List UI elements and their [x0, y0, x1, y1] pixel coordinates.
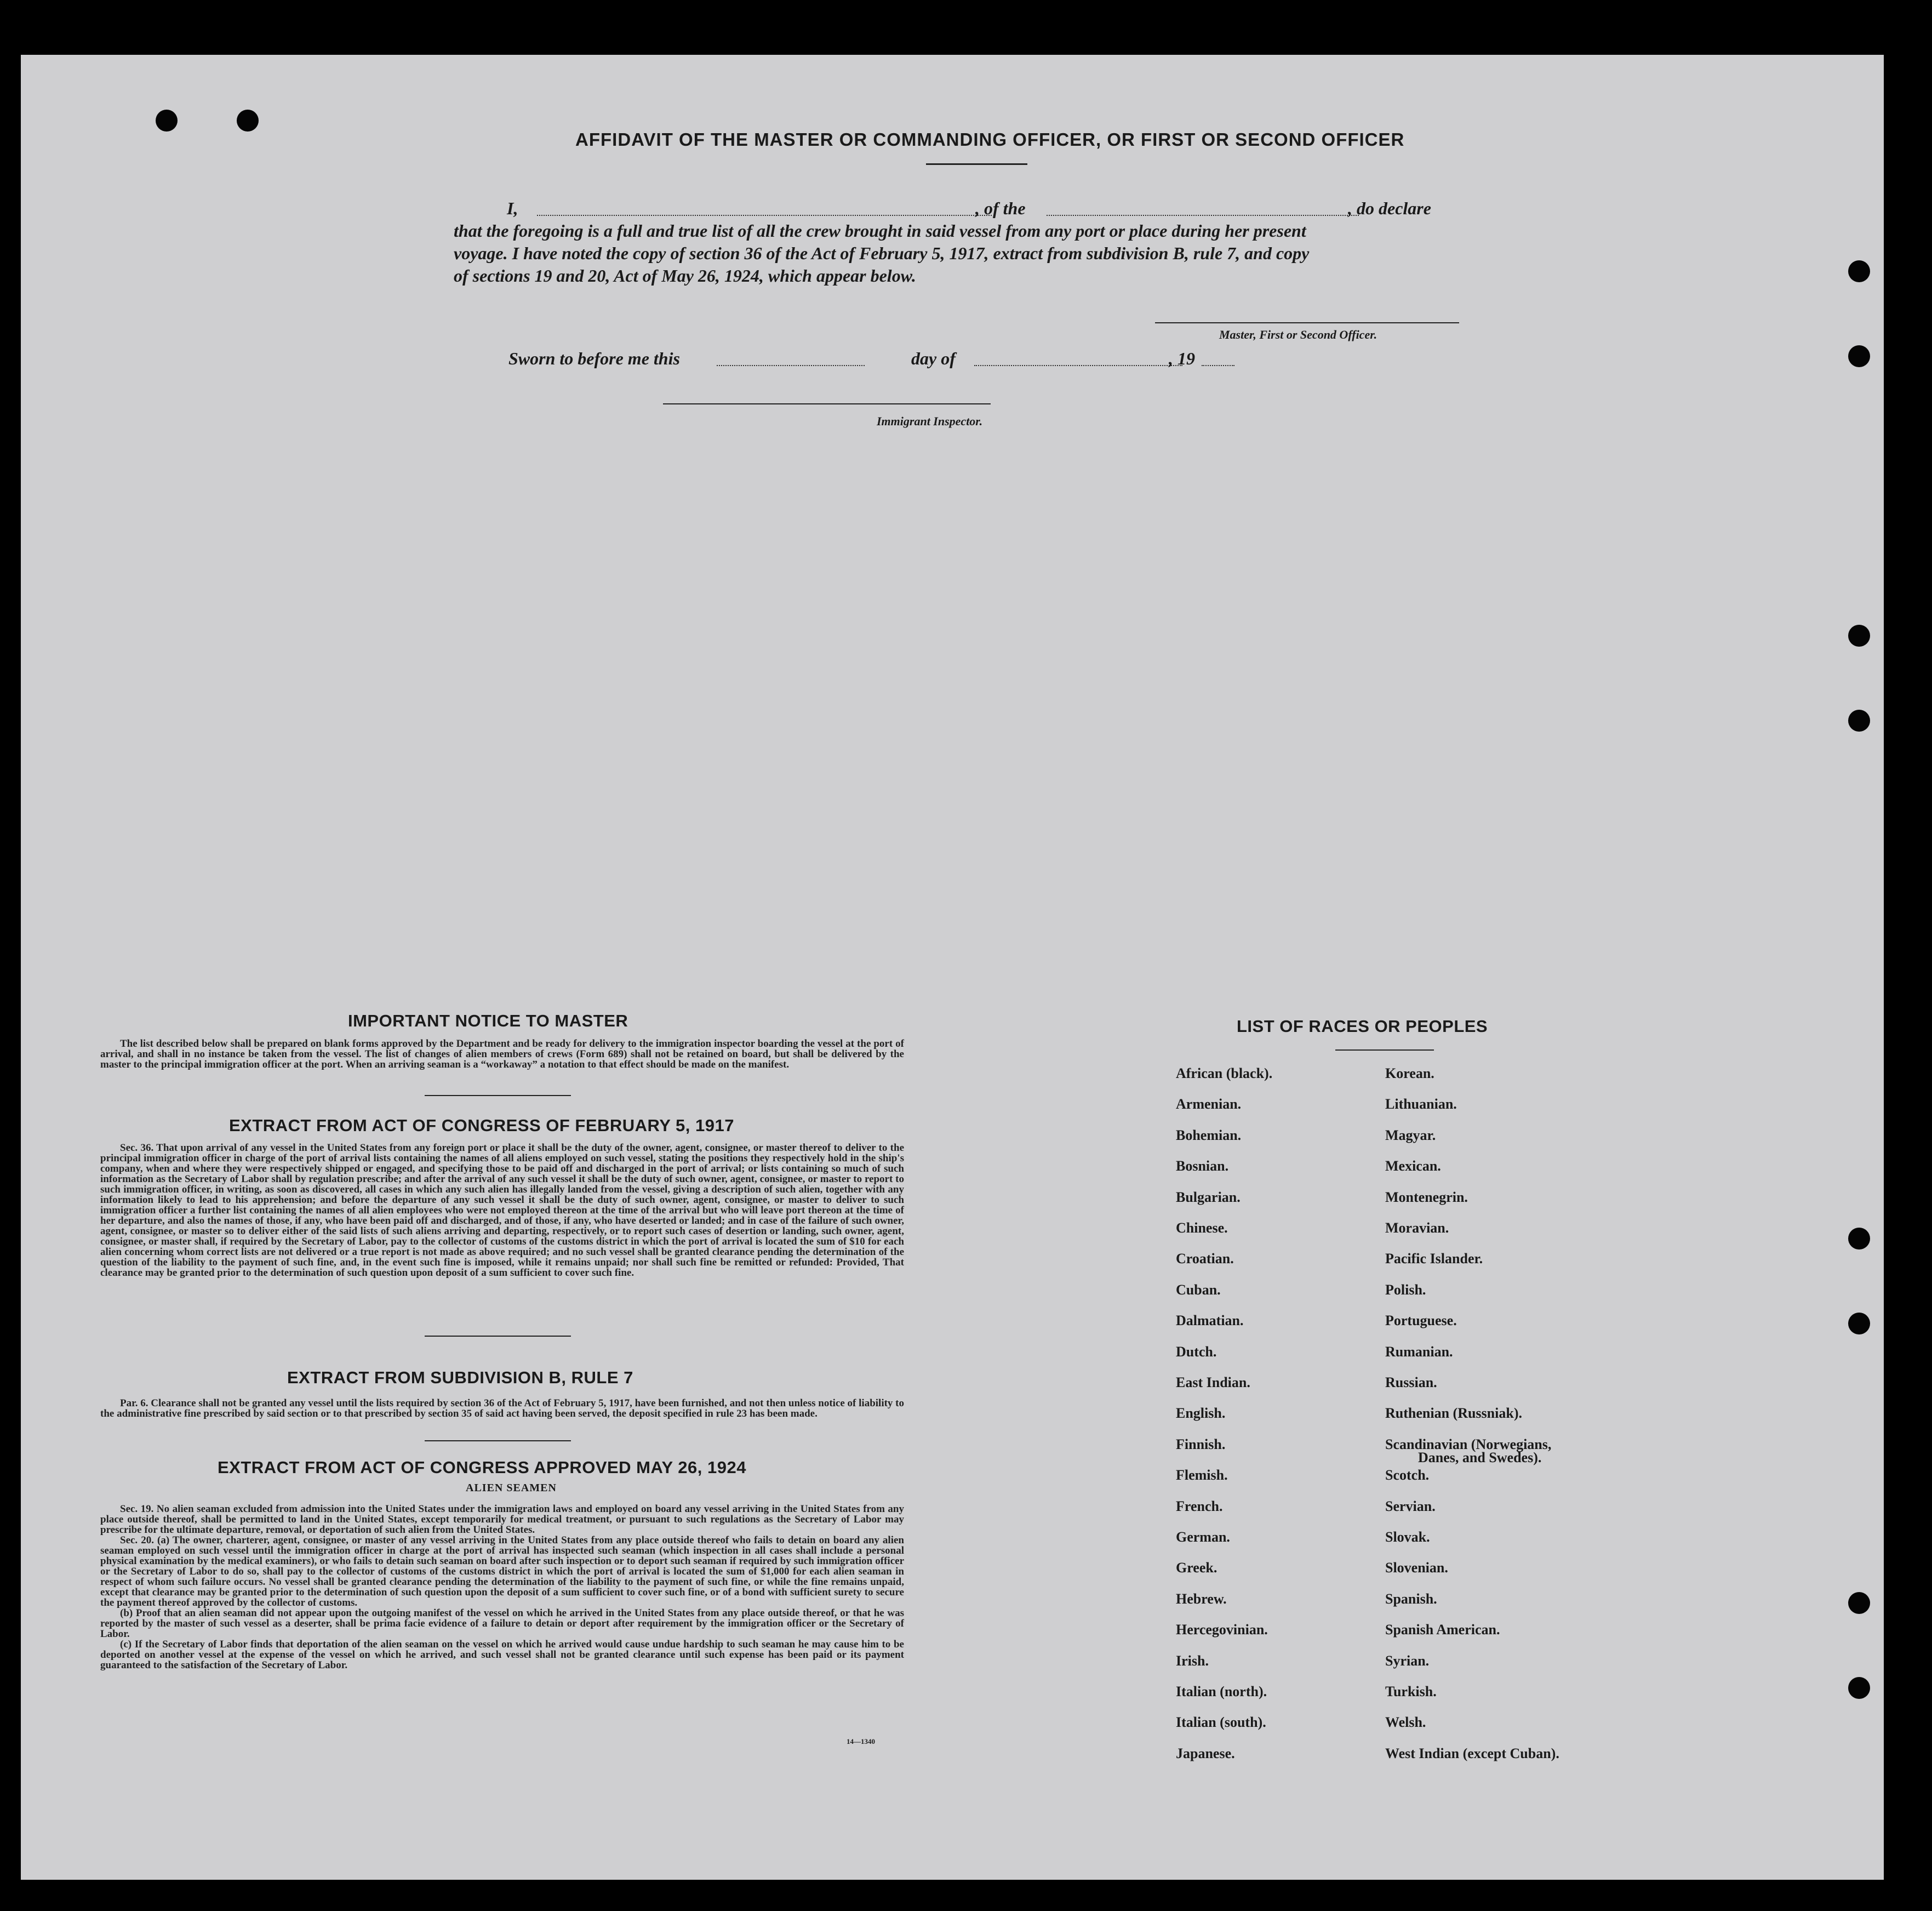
notice-text	[100, 1039, 904, 1070]
divider	[425, 1336, 571, 1337]
sworn-month-field[interactable]	[974, 365, 1182, 366]
punch-hole	[1848, 345, 1870, 367]
affidavit-title: AFFIDAVIT OF THE MASTER OR COMMANDING OFFICER, OR FIRST OR SECOND OFFICER	[575, 129, 1405, 150]
race-item: Portuguese.	[1385, 1313, 1457, 1328]
alien-seamen-subtitle: ALIEN SEAMEN	[466, 1482, 557, 1494]
race-item: Rumanian.	[1385, 1344, 1453, 1360]
section-36-paragraph: Sec. 36. That upon arrival of any vessel in the United States from any foreign port or place it shall be the duty of the owner, agent, consignee, or master thereof to deliver to the principal immigration officer in charge of the port of arrival lists containing the names of all aliens employed on such vessel, stating the positions they respectively hold in the ship's company, when and where they were respectively shipped or engaged, and specifying those to be paid off and discharged in the port of arrival; or lists containing so much of such information as the Secretary of Labor shall by regulation prescribe; and after the arrival of any such vessel it shall be the duty of such owner, agent, consignee, or master to report to such immigration officer, in writing, as soon as discovered, all cases in which any such alien has illegally landed from the vessel, giving a description of such alien, together with any information likely to lead to his apprehension; and before the departure of any such vessel it shall be the duty of such owner, agent, consignee, or master to deliver to such immigration officer a further list containing the names of all alien employees who were not employed thereon at the time of the arrival but who will leave port thereon at the time of her departure, and also the names of those, if any, who have been paid off and discharged, and of those, if any, who have deserted or landed; and in case of the failure of such owner, agent, consignee, or master so to deliver either of the said lists of such aliens arriving and departing, respectively, or to report such cases of desertion or landing, such owner, agent, consignee, or master shall, if required by the Secretary of Labor, pay to the collector of customs of the customs district in which the port of arrival is located the sum of $10 for each alien concerning whom correct lists are not delivered or a true report is not made as above required; and no such vessel shall be granted clearance pending the determination of the question of the liability to the payment of such fine, and, in the event such fine is imposed, while it remains unpaid; nor shall such fine be remitted or refunded: Provided, That clearance may be granted prior to the determination of such question upon deposit of a sum sufficient to cover such fine.	[100, 1142, 904, 1279]
race-item: Slovenian.	[1385, 1560, 1448, 1576]
section-20a-paragraph: Sec. 20. (a) The owner, charterer, agent, consignee, or master of any vessel arriving in the United States from any place outside thereof who fails to detain on board any alien seaman employed on such vessel until the immigration officer in charge at the port of arrival has inspected such seaman (which inspection in all cases shall include a personal physical examination by the medical examiners), or who fails to detain such seaman on board after such inspection or to deport such seaman if required by such immigration officer or the Secretary of Labor to do so, shall pay to the collector of customs of the customs district in which the port of arrival is located the sum of $1,000 for each alien seaman in respect of whom such failure occurs. No vessel shall be granted clearance pending the determination of the liability to the payment of such fine, or while the fine remains unpaid, except that clearance may be granted prior to the determination of such question upon the deposit of a sum sufficient to cover such fine, or of a bond with sufficient surety to secure the payment thereof approved by the collector of customs.	[100, 1534, 904, 1608]
race-item: Spanish American.	[1385, 1622, 1500, 1638]
affidavit-i-label: I,	[507, 198, 518, 218]
race-item-continuation: Danes, and Swedes).	[1418, 1450, 1542, 1465]
race-item: Chinese.	[1176, 1220, 1228, 1236]
notice-paragraph: The list described below shall be prepared on blank forms approved by the Department and be ready for delivery to the immigration inspector boarding the vessel at the port of arrival, and shall in no instance be taken from the vessel. The list of changes of alien members of crews (Form 689) shall not be retained on board, but shall be delivered by the master to the principal immigration officer at the port. When an arriving seaman is a “workaway” a notation to that effect should be made on the manifest.	[100, 1038, 904, 1070]
race-item: English.	[1176, 1405, 1226, 1421]
race-item: Dalmatian.	[1176, 1313, 1244, 1328]
master-signature-label: Master, First or Second Officer.	[1219, 328, 1377, 341]
race-item: Dutch.	[1176, 1344, 1217, 1360]
race-item: Bulgarian.	[1176, 1189, 1241, 1205]
affidavit-line-3: voyage. I have noted the copy of section 36 of the Act of February 5, 1917, extract from subdivision B, rule 7, and copy	[454, 243, 1310, 263]
race-item: Italian (north).	[1176, 1684, 1267, 1699]
race-item: Hebrew.	[1176, 1591, 1227, 1607]
punch-hole	[1848, 260, 1870, 282]
race-item: Irish.	[1176, 1653, 1209, 1669]
race-item: Bosnian.	[1176, 1158, 1229, 1174]
inspector-signature-line[interactable]	[663, 403, 991, 404]
extract-1917-title: EXTRACT FROM ACT OF CONGRESS OF FEBRUARY 5, 1917	[229, 1116, 734, 1135]
divider	[425, 1095, 571, 1096]
race-item: Pacific Islander.	[1385, 1251, 1483, 1267]
race-item: Finnish.	[1176, 1436, 1226, 1452]
race-item: Armenian.	[1176, 1096, 1242, 1112]
race-item: Flemish.	[1176, 1467, 1228, 1483]
divider	[1335, 1049, 1434, 1051]
affidavit-line-1	[507, 198, 1499, 220]
master-signature-line[interactable]	[1155, 322, 1459, 323]
race-item: Korean.	[1385, 1065, 1434, 1081]
race-item: Croatian.	[1176, 1251, 1234, 1267]
day-of-label: day of	[911, 349, 956, 368]
notice-title: IMPORTANT NOTICE TO MASTER	[348, 1011, 628, 1030]
race-item: Hercegovinian.	[1176, 1622, 1268, 1638]
declare-label: , do declare	[1348, 198, 1431, 218]
affidavit-line-4: of sections 19 and 20, Act of May 26, 1924, which appear below.	[454, 266, 916, 286]
form-number: 14—1340	[847, 1737, 875, 1745]
race-item: Servian.	[1385, 1498, 1436, 1514]
punch-hole	[1848, 1313, 1870, 1334]
punch-hole	[1848, 1228, 1870, 1250]
race-item: Syrian.	[1385, 1653, 1430, 1669]
punch-hole	[156, 110, 178, 132]
name-field[interactable]	[537, 215, 992, 216]
races-title: LIST OF RACES OR PEOPLES	[1237, 1017, 1488, 1036]
race-item: Cuban.	[1176, 1282, 1221, 1298]
sworn-line	[508, 349, 1243, 370]
rule7-title: EXTRACT FROM SUBDIVISION B, RULE 7	[287, 1368, 633, 1387]
paragraph-6: Par. 6. Clearance shall not be granted any vessel until the lists required by section 36 of the Act of February 5, 1917, have been furnished, and not then unless notice of liability to the administrative fine prescribed by said section or to that prescribed by section 35 of said act having been served, the deposit specified in rule 23 has been made.	[100, 1397, 905, 1419]
sworn-prefix: Sworn to before me this	[508, 349, 680, 368]
section-19-paragraph: Sec. 19. No alien seaman excluded from admission into the United States under the immigration laws and employed on board any vessel arriving in the United States from any place outside thereof, shall be permitted to land in the United States, except temporarily for medical treatment, or pursuant to such regulations as the Secretary of Labor may prescribe for the ultimate departure, removal, or deportation of such alien from the United States.	[100, 1503, 904, 1536]
race-item: Japanese.	[1176, 1745, 1235, 1761]
section-20b-paragraph: (b) Proof that an alien seaman did not appear upon the outgoing manifest of the vessel on which he arrived in the United States from any place outside thereof, or that he was reported by the master of such vessel as a deserter, shall be prima facie evidence of a failure to detain or deport after requirement by the immigration officer or the Secretary of Labor.	[100, 1607, 904, 1640]
punch-hole	[237, 110, 259, 132]
race-item: Spanish.	[1385, 1591, 1437, 1607]
race-item: Lithuanian.	[1385, 1096, 1457, 1112]
race-item: Welsh.	[1385, 1714, 1426, 1730]
sworn-year-field[interactable]	[1202, 365, 1234, 366]
sworn-day-field[interactable]	[717, 365, 865, 366]
race-item: Mexican.	[1385, 1158, 1441, 1174]
race-item: Ruthenian (Russniak).	[1385, 1405, 1522, 1421]
race-item: Montenegrin.	[1385, 1189, 1468, 1205]
punch-hole	[1848, 710, 1870, 732]
race-item: Italian (south).	[1176, 1714, 1266, 1730]
race-item: Bohemian.	[1176, 1127, 1242, 1143]
race-item: West Indian (except Cuban).	[1385, 1745, 1559, 1761]
race-item: East Indian.	[1176, 1374, 1250, 1390]
race-item: Slovak.	[1385, 1529, 1430, 1545]
affidavit-line-2: that the foregoing is a full and true list of all the crew brought in said vessel from any port or place during her present	[454, 221, 1306, 241]
extract-1924-text	[100, 1504, 904, 1670]
race-item: Moravian.	[1385, 1220, 1449, 1236]
race-item: Turkish.	[1385, 1684, 1437, 1699]
rule7-text	[100, 1398, 904, 1419]
inspector-label: Immigrant Inspector.	[877, 414, 983, 428]
race-item: Greek.	[1176, 1560, 1217, 1576]
extract-1917-text	[100, 1143, 904, 1278]
punch-hole	[1848, 1592, 1870, 1614]
divider	[425, 1440, 571, 1441]
of-the-label: , of the	[975, 198, 1026, 218]
punch-hole	[1848, 1677, 1870, 1699]
race-item: Russian.	[1385, 1374, 1437, 1390]
extract-1924-title: EXTRACT FROM ACT OF CONGRESS APPROVED MAY 26, 1924	[218, 1458, 746, 1477]
race-item: African (black).	[1176, 1065, 1273, 1081]
race-item: French.	[1176, 1498, 1223, 1514]
vessel-field[interactable]	[1047, 215, 1359, 216]
race-item: Scotch.	[1385, 1467, 1430, 1483]
punch-hole	[1848, 625, 1870, 647]
title-underline	[926, 163, 1027, 165]
race-item: Polish.	[1385, 1282, 1426, 1298]
section-20c-paragraph: (c) If the Secretary of Labor finds that deportation of the alien seaman on the vessel on which he arrived would cause undue hardship to such seaman he may cause him to be deported on another vessel at the expense of the vessel on which he arrived, and such vessel shall not be granted clearance until such expense has been paid or its payment guaranteed to the satisfaction of the Secretary of Labor.	[100, 1639, 904, 1671]
race-item: Magyar.	[1385, 1127, 1436, 1143]
year-label: , 19	[1169, 349, 1195, 368]
race-item: Scandinavian (Norwegians,	[1385, 1436, 1552, 1452]
race-item: German.	[1176, 1529, 1230, 1545]
